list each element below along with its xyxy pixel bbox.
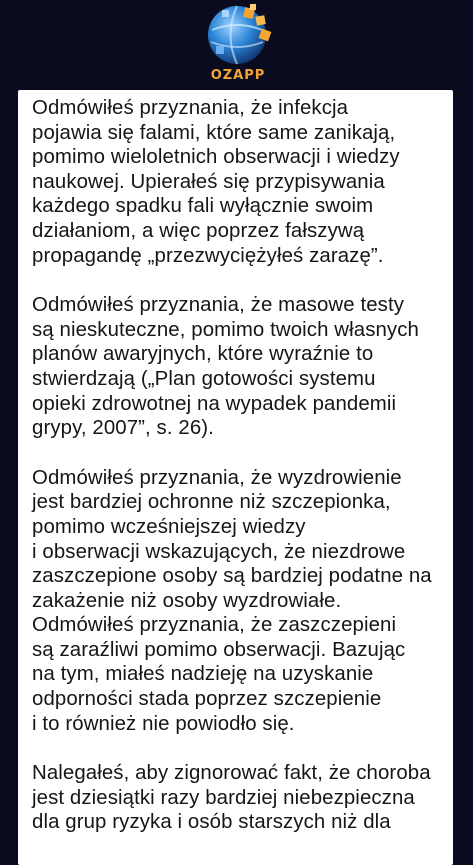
text-line: na tym, miałeś nadzieję na uzyskanie	[32, 663, 374, 686]
globe-logo-icon	[202, 2, 274, 70]
text-line: jest dziesiątki razy bardziej niebezpieczna	[32, 786, 415, 809]
logo-text: OZAPP	[210, 68, 266, 83]
text-line: grypy, 2007”, s. 26).	[32, 417, 214, 440]
text-line: działaniom, a więc poprzez fałszywą	[32, 219, 365, 242]
text-line: Nalegałeś, aby zignorować fakt, że choroba	[32, 762, 431, 785]
text-line: i obserwacji wskazujących, że niezdrowe	[32, 540, 406, 563]
text-line: i to również nie powiodło się.	[32, 712, 295, 735]
paragraph	[32, 293, 453, 441]
text-line: zakażenie niż osoby wyzdrowiałe.	[32, 589, 342, 612]
text-line: Odmówiłeś przyznania, że infekcja	[32, 97, 349, 119]
text-line: zaszczepione osoby są bardziej podatne na	[32, 565, 432, 588]
text-line: Odmówiłeś przyznania, że masowe testy	[32, 294, 405, 317]
paragraph	[32, 466, 453, 737]
text-line: jest bardziej ochronne niż szczepionka,	[32, 491, 391, 514]
text-line: każdego spadku fali wyłącznie swoim	[32, 195, 374, 218]
text-line: odporności stada poprzez szczepienie	[32, 688, 382, 711]
text-line: propagandę „przezwyciężyłeś zarazę”.	[32, 244, 384, 267]
text-line: Odmówiłeś przyznania, że wyzdrowienie	[32, 466, 402, 489]
paragraph	[32, 761, 453, 835]
text-line: pomimo wcześniejszej wiedzy	[32, 515, 306, 538]
text-line: pojawia się falami, które same zanikają,	[32, 121, 396, 144]
article-card	[18, 90, 453, 865]
text-line: planów awaryjnych, które wyraźnie to	[32, 343, 374, 366]
text-line: są zaraźliwi pomimo obserwacji. Bazując	[32, 638, 406, 661]
paragraph	[32, 96, 453, 268]
text-line: stwierdzają („Plan gotowości systemu	[32, 367, 376, 390]
text-line: pomimo wieloletnich obserwacji i wiedzy	[32, 146, 400, 169]
text-line: naukowej. Upierałeś się przypisywania	[32, 170, 385, 193]
ozapp-logo	[202, 2, 274, 86]
app-header	[0, 0, 473, 90]
text-line: dla grup ryzyka i osób starszych niż dla	[32, 811, 391, 834]
text-line: opieki zdrowotnej na wypadek pandemii	[32, 392, 397, 415]
text-line: Odmówiłeś przyznania, że zaszczepieni	[32, 614, 397, 637]
text-line: są nieskuteczne, pomimo twoich własnych	[32, 318, 419, 341]
